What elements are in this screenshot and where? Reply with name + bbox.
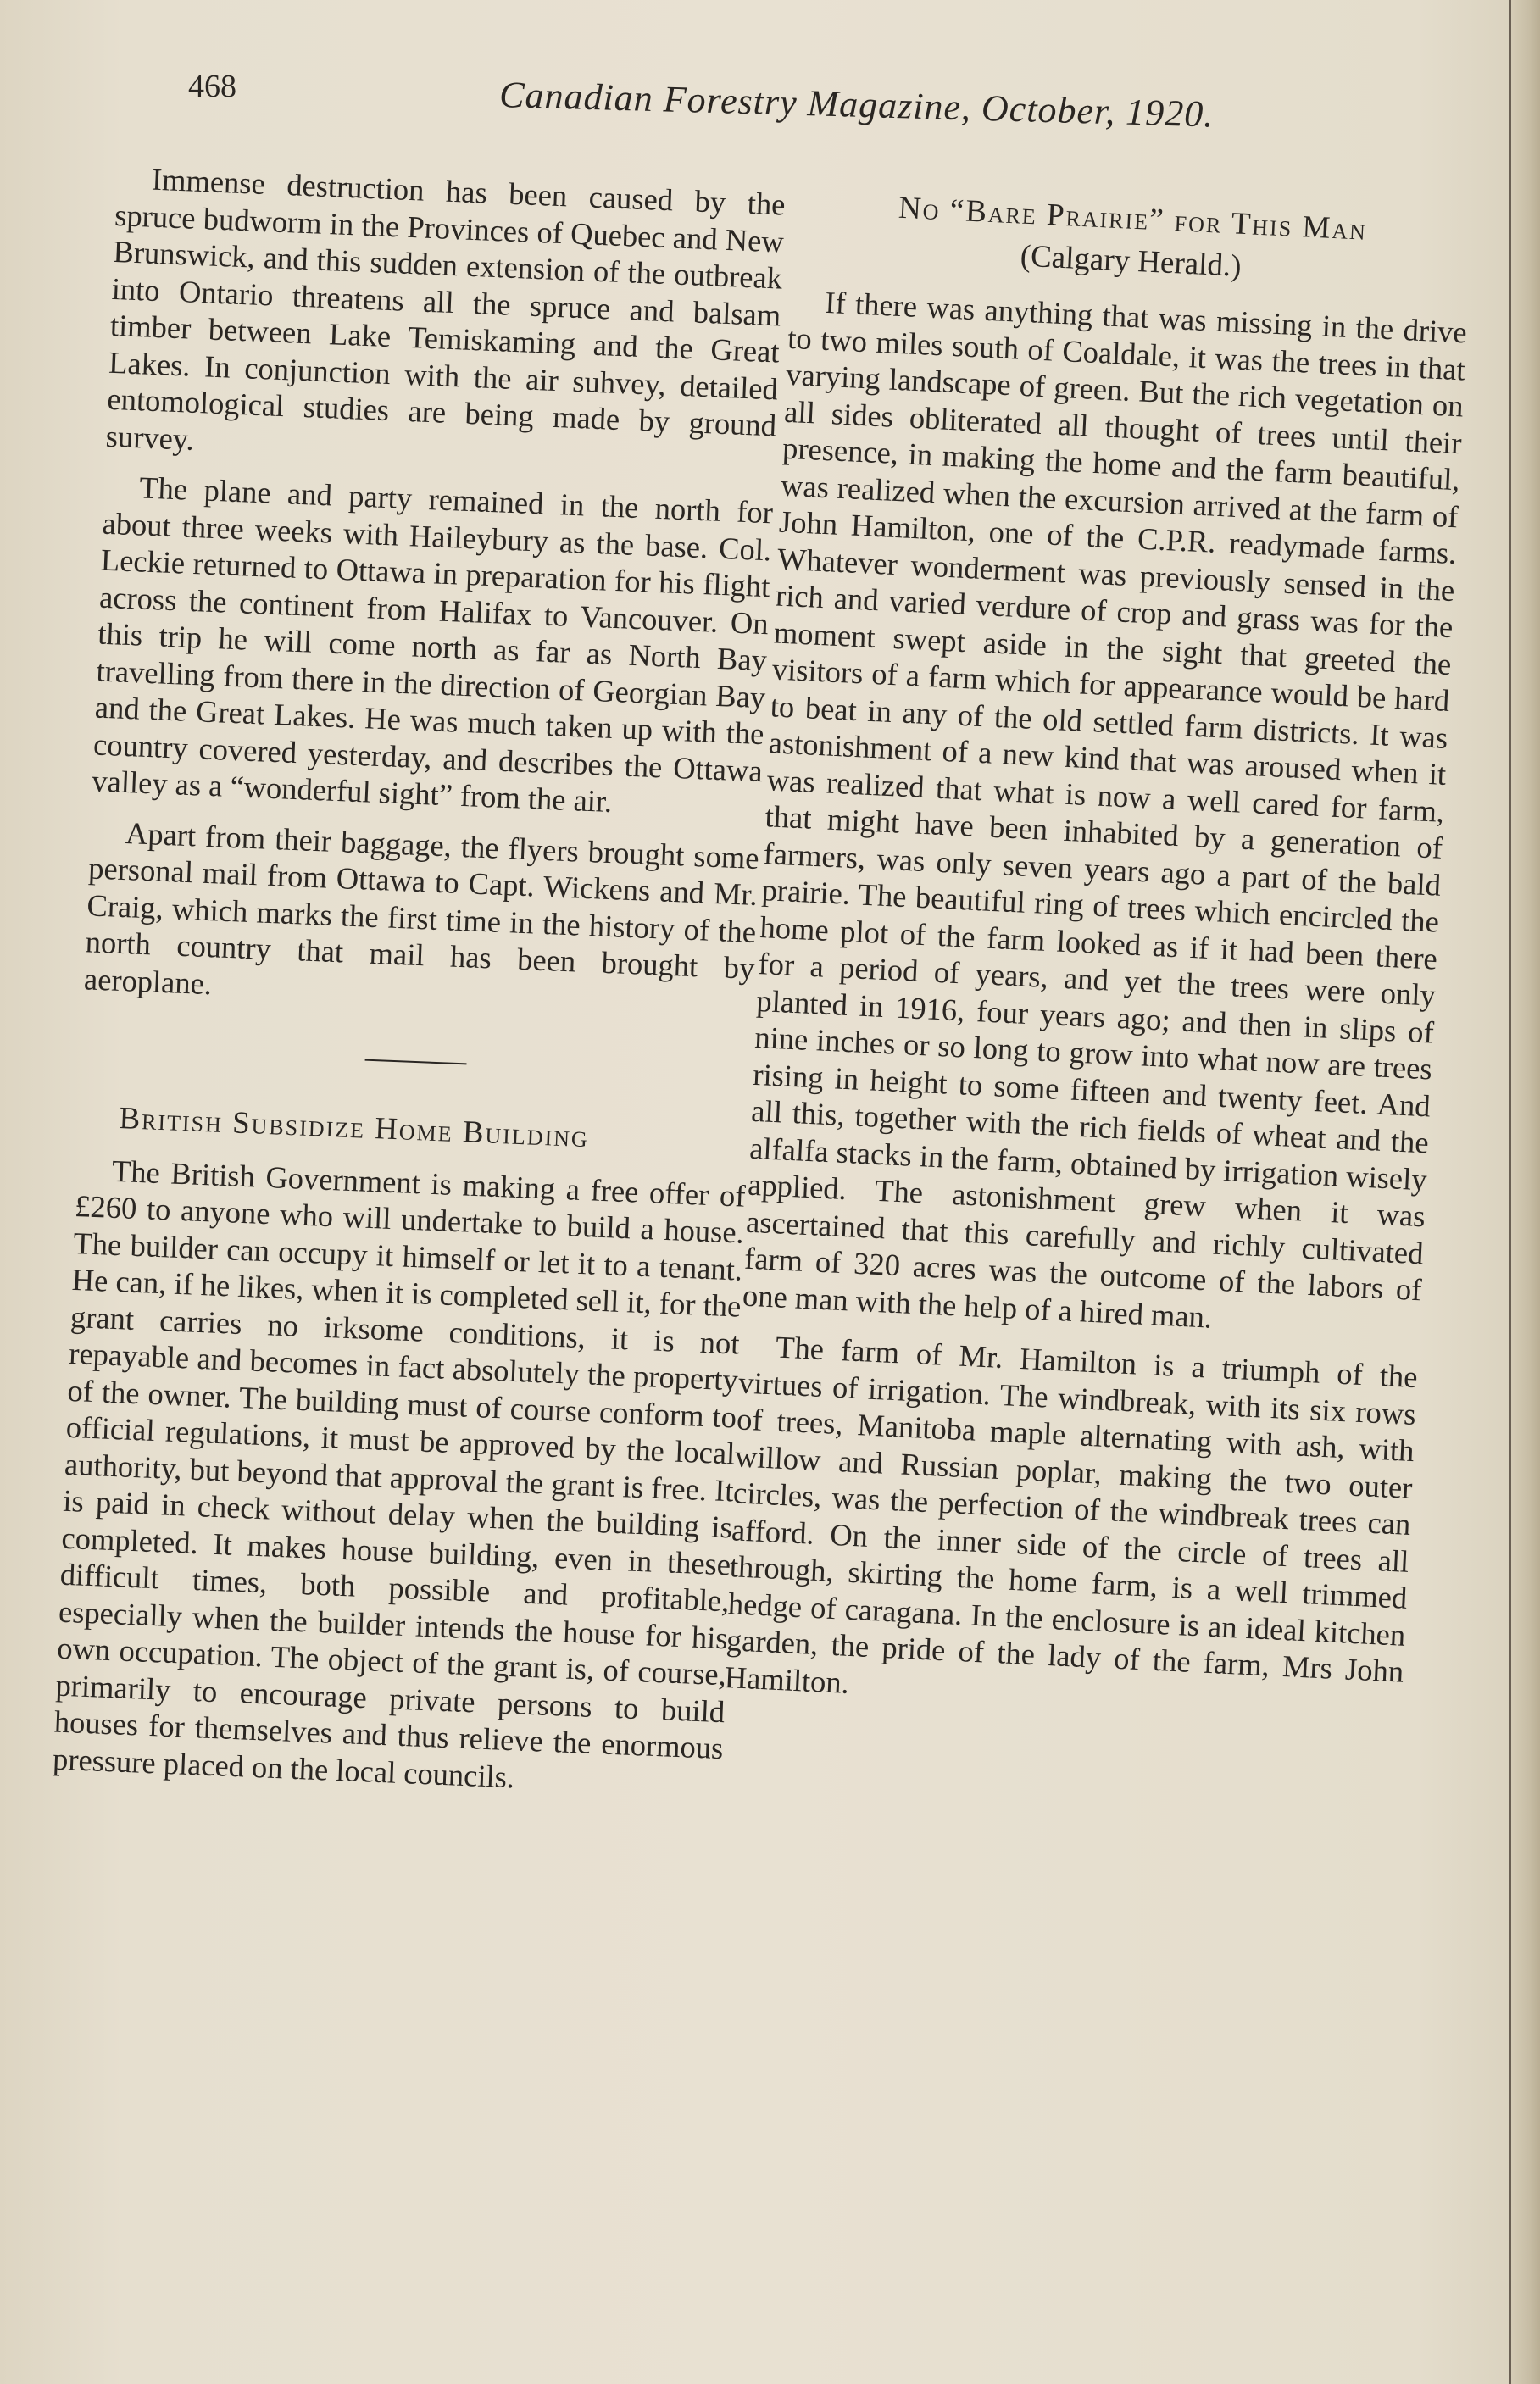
- left-column: [52, 159, 787, 1817]
- right-column: [723, 185, 1472, 1741]
- article-paragraph: The British Government is making a free offer of £260 to anyone who will undertake to build a house. The builder can occupy it himself or let it to a tenant. He can, if he likes, when it is completed sell it, for the grant carries no irksome conditions, it is not repayable and becomes in fact absolutely the property of the owner. The building must of course conform to official regulations, it must be approved by the local authority, but beyond that approval the grant is free. It is paid in check without delay when the building is completed. It makes house building, even in these difficult times, both possible and profitable, especially when the builder intends the house for his own occupation. The object of the grant is, of course, primarily to encourage private persons to build houses for themselves and thus relieve the enormous pressure placed on the local councils.: [52, 1153, 747, 1794]
- article-paragraph: The plane and party remained in the north for about three weeks with Haileybury as the base. Col. Leckie returned to Ottawa in preparation for his flight across the continent from Halifax to Vancouver. On this trip he will come north as far as North Bay travelling from there in the direction of Georgian Bay and the Great Lakes. He was much taken up with the country covered yesterday, and describes the Ottawa valley as a “wonderful sight” from the air.: [91, 470, 774, 820]
- article-paragraph: Apart from their baggage, the flyers brought some personal mail from Ottawa to Capt. Wickens and Mr. Craig, which marks the first time in the history of the north country that mail has been brought by aeroplane.: [83, 814, 760, 1001]
- article-paragraph: Immense destruction has been caused by the spruce budworm in the Provinces of Quebec and New Brunswick, and this sudden extension of the outbreak into Ontario threatens all the spruce and balsam timber between Lake Temiskaming and the Great Lakes. In conjunction with the air suhvey, detailed entomological studies are being made by ground survey.: [105, 161, 787, 457]
- running-head: Canadian Forestry Magazine, October, 1920.: [498, 73, 1215, 136]
- section-divider: [365, 1059, 467, 1065]
- article-paragraph: If there was anything that was missing in the drive to two miles south of Coaldale, it was the trees in that varying landscape of green. But the rich vegetation on all sides obliterated all thought of trees until their presence, in making the home and the farm beautiful, was realized when the excursion arrived at the farm of John Hamilton, one of the C.P.R. readymade farms. Whatever wonderment was previously sensed in the rich and varied verdure of crop and grass was for the moment swept aside in the sight that greeted the visitors of a farm which for appearance would be hard to beat in any of the old settled farm districts. It was astonishment of a new kind that was aroused when it was realized that what is now a well cared for farm, that might have been inhabited by a generation of farmers, was only seven years ago a part of the bald prairie. The beautiful ring of trees which encircled the home plot of the farm looked as if it had been there for a period of years, and yet the trees were only planted in 1916, four years ago; and then in slips of nine inches or so long to grow into what now are trees rising in height to some fifteen and twenty feet. And all this, together with the rich fields of wheat and the alfalfa stacks in the farm, obtained by irrigation wisely applied. The astonishment grew when it was ascertained that this carefully and richly cultivated farm of 320 acres was the outcome of the labors of one man with the help of a hired man.: [742, 284, 1468, 1335]
- article-paragraph: The farm of Mr. Hamilton is a triumph of the virtues of irrigation. The windbreak, with its six rows of trees, Manitoba maple alternating with ash, with willow and Russian poplar, making the two outer circles, was the perfection of the windbreak trees can afford. On the inner side of the circle of trees all through, skirting the home farm, is a well trimmed hedge of caragana. In the enclosure is an ideal kitchen garden, the pride of the lady of the farm, Mrs John Hamilton.: [724, 1329, 1419, 1700]
- article-title: British Subsidize Home Building: [118, 1101, 590, 1155]
- article-title: No “Bare Prairie” for This Man: [898, 190, 1368, 247]
- page-number: 468: [188, 69, 236, 104]
- binding-edge: [1509, 0, 1540, 2384]
- article-source: (Calgary Herald.): [1019, 238, 1243, 284]
